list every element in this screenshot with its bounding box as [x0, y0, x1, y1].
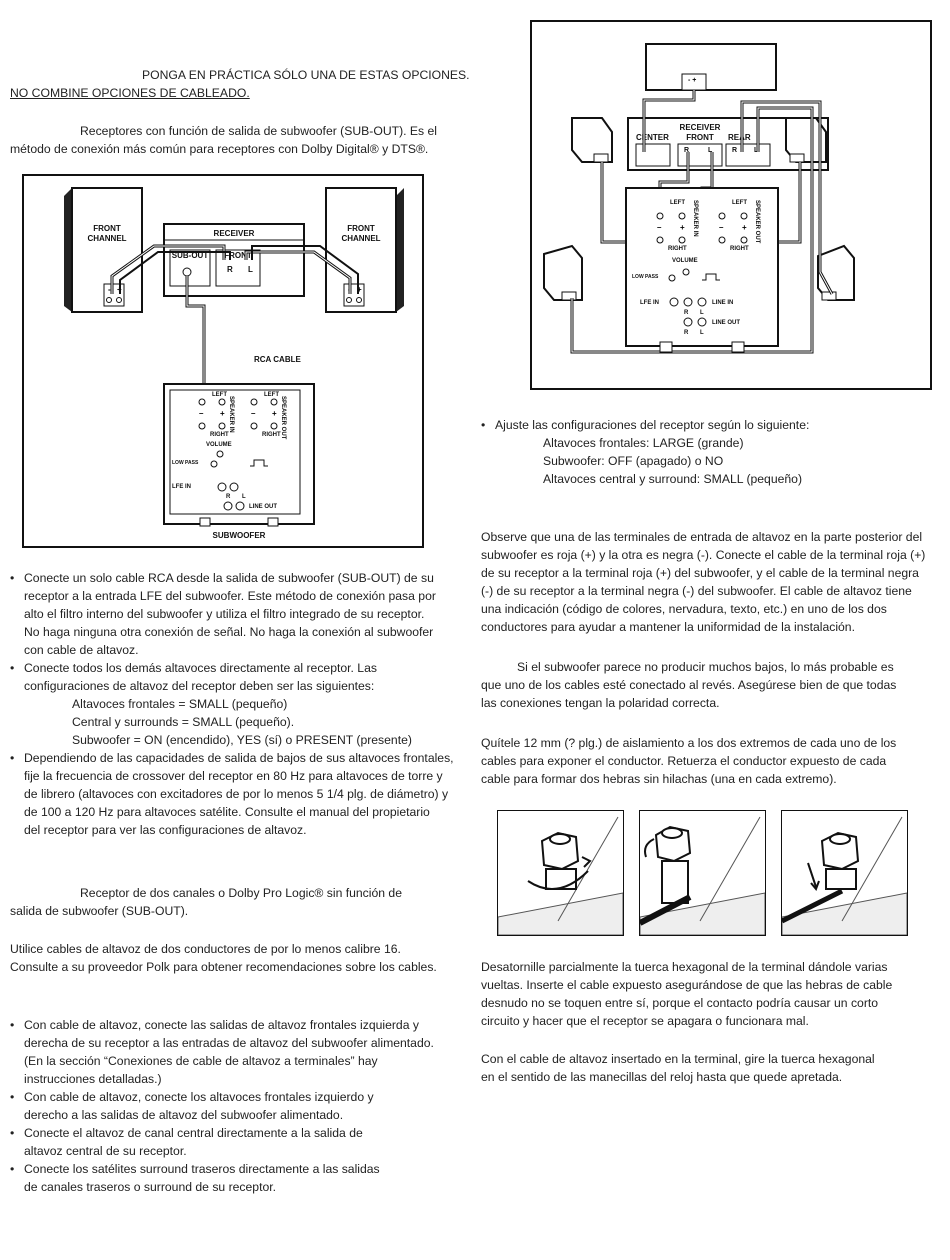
option2-intro-line2: salida de subwoofer (SUB-OUT). — [10, 904, 189, 918]
svg-text:L: L — [708, 147, 713, 154]
list-item: • Conecte el altavoz de canal central directamente a la salida de altavoz central de su receptor. — [10, 1124, 460, 1160]
front-channel-speaker-left — [64, 188, 142, 312]
wiring-warning-line2: NO COMBINE OPCIONES DE CABLEADO. — [10, 86, 250, 100]
front-label: FRONT — [224, 251, 252, 260]
svg-text:SPEAKER OUT: SPEAKER OUT — [754, 200, 760, 244]
svg-text:–: – — [199, 409, 204, 418]
svg-text:+: + — [220, 409, 225, 418]
unscrew-paragraph: Desatornille parcialmente la tuerca hexagonal de la terminal dándole varias vueltas. Inserte el cable expuesto asegurándose de que las hebras de cable desnudo no se toquen entre sí, porque el contacto podría causar un corto circuito y hacer que el receptor se apagara o funcionara mal. — [481, 960, 893, 1028]
polarity-paragraph: Observe que una de las terminales de entrada de altavoz en la parte posterior del subwoofer es roja (+) y la otra es negra (-). Conecte el cable de la terminal roja (+) de su receptor a la terminal roja (+) del subwoofer, y el cable de la terminal negra (-) de su receptor a la terminal negra (-) del subwoofer. El cable de altavoz tiene una indicación (código de colores, nervadura, texto, etc.) en uno de los dos conductores para ayudar a mantener la uniformidad de la instalación. — [481, 530, 926, 634]
wiring-warning-line1: PONGA EN PRÁCTICA SÓLO UNA DE ESTAS OPCIONES. — [142, 68, 470, 82]
lfe-in-label: LFE IN — [172, 484, 191, 490]
svg-text:-: - — [108, 285, 111, 294]
terminal-step-1-image — [497, 810, 624, 936]
terminal-step-2-image — [639, 810, 766, 936]
svg-text:RIGHT: RIGHT — [730, 246, 749, 252]
svg-text:R: R — [684, 147, 690, 154]
svg-text:+: + — [117, 285, 122, 294]
svg-text:L: L — [248, 265, 253, 274]
svg-text:L: L — [700, 330, 704, 336]
svg-text:RIGHT: RIGHT — [262, 432, 281, 438]
list-item: • Ajuste las configuraciones del receptor según lo siguiente: Altavoces frontales: LARGE (grande) Subwoofer: OFF (apagado) o NO Altavoces central y surround: SMALL (pequeño) — [481, 416, 941, 488]
svg-text:LEFT: LEFT — [212, 392, 227, 398]
option1-intro-line2: método de conexión más común para receptores con Dolby Digital® y DTS®. — [10, 142, 429, 156]
two-channel-bullet-list — [10, 1016, 460, 1196]
channel-label-left: CHANNEL — [87, 234, 127, 243]
svg-text:LEFT: LEFT — [264, 392, 279, 398]
svg-text:SPEAKER OUT: SPEAKER OUT — [280, 396, 286, 440]
line-out-label: LINE OUT — [249, 504, 277, 510]
adjust-settings-list — [481, 416, 941, 488]
svg-text:-: - — [348, 285, 351, 294]
subwoofer-panel — [164, 384, 314, 540]
svg-text:L: L — [754, 147, 759, 154]
svg-text:RIGHT: RIGHT — [668, 246, 687, 252]
front-channel-label-right: FRONT — [347, 224, 375, 233]
list-item: • Conecte un solo cable RCA desde la salida de subwoofer (SUB-OUT) de su receptor a la entrada LFE del subwoofer. Este método de conexión pasa por alto el filtro interno del subwoofer y utiliza el filtro integrado de su receptor. No haga ninguna otra conexión de señal. No haga la conexión al subwoofer con cable de altavoz. — [10, 569, 460, 659]
cable-note-line1: Utilice cables de altavoz de dos conductores de por lo menos calibre 16. — [10, 942, 401, 956]
front-label: FRONT — [686, 133, 714, 142]
svg-text:SPEAKER IN: SPEAKER IN — [228, 396, 234, 433]
list-item: • Con cable de altavoz, conecte los altavoces frontales izquierdo y derecho a las salidas de altavoz del subwoofer alimentado. — [10, 1088, 460, 1124]
svg-text:–: – — [251, 409, 256, 418]
svg-text:+: + — [272, 409, 277, 418]
svg-text:L: L — [242, 494, 246, 500]
line-out-label: LINE OUT — [712, 320, 740, 326]
tighten-paragraph: Con el cable de altavoz insertado en la terminal, gire la tuerca hexagonal en el sentido de las manecillas del reloj hasta que quede apretada. — [481, 1052, 875, 1084]
rca-cable-label: RCA CABLE — [254, 355, 301, 364]
lfe-in-label: LFE IN — [640, 300, 659, 306]
receiver-label: RECEIVER — [679, 123, 721, 132]
list-item: • Conecte todos los demás altavoces directamente al receptor. Las configuraciones de altavoz del receptor deben ser las siguientes: Altavoces frontales = SMALL (pequeño) Central y surrounds = SMALL (pequeño). Subwoofer = ON (encendido), YES (sí) o PRESENT (presente) — [10, 659, 460, 749]
rear-label: REAR — [728, 133, 751, 142]
terminal-step-3-image — [781, 810, 908, 936]
svg-text:R: R — [684, 310, 689, 316]
svg-text:R: R — [226, 494, 231, 500]
low-pass-label: LOW PASS — [172, 460, 199, 466]
receiver-box — [164, 224, 304, 296]
svg-text:–: – — [657, 223, 662, 232]
cable-note-line2: Consulte a su proveedor Polk para obtener recomendaciones sobre los cables. — [10, 960, 437, 974]
svg-text:+: + — [680, 223, 685, 232]
front-channel-speaker-right — [326, 188, 404, 312]
svg-text:LEFT: LEFT — [670, 200, 685, 206]
list-item: • Dependiendo de las capacidades de salida de bajos de sus altavoces frontales, fije la frecuencia de crossover del receptor en 80 Hz para altavoces de torre y de librero (altavoces con excitadores de por lo menos 5 1/4 plg. de diámetro) y de 100 a 120 Hz para altavoces satélite. Consulte el manual del propietario del receptor para ver las configuraciones de altavoz. — [10, 749, 460, 839]
subwoofer-label: SUBWOOFER — [212, 531, 266, 540]
front-channel-label-left: FRONT — [93, 224, 121, 233]
strip-wire-paragraph: Quítele 12 mm (? plg.) de aislamiento a los dos extremos de cada uno de los cables para exponer el conductor. Retuerza el conductor expuesto de cada cable para formar dos hebras sin hilachas (una en cada extremo). — [481, 736, 897, 786]
surround-speaker-right — [818, 246, 854, 300]
sub-out-bullet-list — [10, 569, 460, 839]
center-label: CENTER — [636, 133, 669, 142]
figure-sub-out-wiring — [22, 174, 424, 548]
volume-label: VOLUME — [206, 442, 232, 448]
list-item: • Conecte los satélites surround traseros directamente a las salidas de canales traseros o surround de su receptor. — [10, 1160, 460, 1196]
svg-text:R: R — [684, 330, 689, 336]
svg-text:RIGHT: RIGHT — [210, 432, 229, 438]
line-in-label: LINE IN — [712, 300, 734, 306]
svg-text:R: R — [227, 265, 233, 274]
front-speaker-left — [572, 118, 612, 162]
subwoofer-panel — [626, 188, 778, 352]
svg-text:+: + — [357, 285, 362, 294]
sub-out-label: SUB-OUT — [171, 251, 209, 260]
channel-label-right: CHANNEL — [341, 234, 381, 243]
svg-text:R: R — [732, 147, 738, 154]
list-item: • Con cable de altavoz, conecte las salidas de altavoz frontales izquierda y derecha de su receptor a las entradas de altavoz del subwoofer alimentado. (En la sección “Conexiones de cable de altavoz a terminales” hay instrucciones detalladas.) — [10, 1016, 460, 1088]
svg-text:SPEAKER IN: SPEAKER IN — [692, 200, 698, 237]
svg-text:LEFT: LEFT — [732, 200, 747, 206]
figure-surround-wiring — [530, 20, 932, 390]
option2-intro-line1: Receptor de dos canales o Dolby Pro Logic® sin función de — [80, 886, 402, 900]
svg-text:L: L — [700, 310, 704, 316]
low-pass-label: LOW PASS — [632, 274, 659, 280]
surround-speaker-left — [544, 246, 582, 300]
bass-check-paragraph: Si el subwoofer parece no producir muchos bajos, lo más probable es que uno de los cables esté conectado al revés. Asegúrese bien de que todas las conexiones tengan la polaridad correcta. — [481, 660, 897, 710]
center-speaker — [646, 44, 776, 90]
svg-text:+: + — [742, 223, 747, 232]
svg-text:- +: - + — [688, 77, 697, 84]
svg-text:–: – — [719, 223, 724, 232]
receiver-label: RECEIVER — [213, 229, 255, 238]
volume-label: VOLUME — [672, 258, 698, 264]
option1-intro-line1: Receptores con función de salida de subwoofer (SUB-OUT). Es el — [80, 124, 437, 138]
